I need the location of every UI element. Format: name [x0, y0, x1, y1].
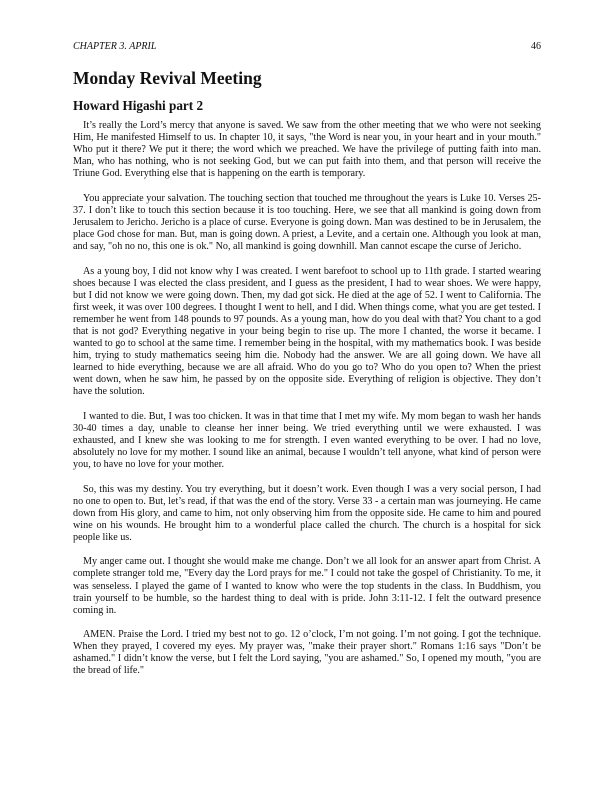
paragraph: My anger came out. I thought she would make me change. Don’t we all look for an answer apart from Christ. A complete stranger told me, "Every day the Lord prays for me." I could not take the gospel of Christianity. To me, it was senseless. I played the game of I wanted to know who were the top students in the class. In Buddhism, you train yourself to be humble, so the hardest thing to deal with is pride. John 3:11-12. I felt the outward presence coming in.: [73, 556, 541, 616]
paragraph: So, this was my destiny. You try everything, but it doesn’t work. Even though I was a very social person, I had no one to open to. But, let’s read, if that was the end of the story. Verse 33 - a certain man was journeying. He came down from His glory, and came to him, not only observing him from the opposite side. He came to him and poured wine on his wounds. He brought him to a wonderful place called the church. The church is a hospital for sick people like us.: [73, 483, 541, 543]
page-number: 46: [531, 41, 541, 52]
document-page: [73, 40, 541, 690]
paragraph: I wanted to die. But, I was too chicken. It was in that time that I met my wife. My mom began to wash her hands 30-40 times a day, unable to cleanse her inner being. We tried everything until we were exhausted. I was exhausted, and I knew she was looking to me for strength. I even wanted everything to be over. I had no love, absolutely no love for my mother. I sound like an animal, because I wouldn’t tell anyone, what kind of person were you, to have no love for your mother.: [73, 410, 541, 471]
paragraph: You appreciate your salvation. The touching section that touched me throughout the years is Luke 10. Verses 25-37. I don’t like to touch this section because it is too touching. Here, we see that all mankind is going down from Jerusalem to Jericho. Jericho is a place of curse. Everyone is going down. Man was destined to be in Jerusalem, the place God chose for man. But, man is going down. A priest, a Levite, and a certain one. Although you look at man, and say, "oh no no, this one is ok." No, all mankind is going downhill. Man cannot escape the curse of Jericho.: [73, 192, 541, 253]
running-header: [73, 40, 541, 54]
paragraph: AMEN. Praise the Lord. I tried my best not to go. 12 o’clock, I’m not going. I’m not going. I got the technique. When they prayed, I covered my eyes. My prayer was, "make their prayer short." Romans 1:16 says "Don’t be ashamed." I didn’t know the verse, but I felt the Lord saying, "you are ashamed." So, I opened my mouth, "you are the bread of life.": [73, 629, 541, 677]
paragraph: As a young boy, I did not know why I was created. I went barefoot to school up to 11th grade. I started wearing shoes because I was elected the class president, and I guess as the president, I had to wear shoes. We were happy, but I did not know we were going down. Then, my dad got sick. He died at the age of 52. I went to California. The first week, it was over 100 degrees. I thought I went to hell, and I did. When things come, what you are get tested. I remember he went from 148 pounds to 97 pounds. As a young man, how do you deal with that? You chant to a god that is not god? Everything negative in your being begin to rise up. The more I chanted, the worse it became. I wanted to go to school at the same time. I remember being in the hospital, with my mathematics book. I was beside him, trying to study mathematics seeing him die. Nobody had the answer. We are all going down. We have all learned to hide everything, because we are all afraid. Who do you go to? Who do you open to? When the priest went down, when he saw him, he passed by on the opposite side. Everything of religion is objective. They don’t have the solution.: [73, 265, 541, 398]
body-text: [73, 120, 541, 678]
section-title: Monday Revival Meeting: [73, 68, 262, 88]
chapter-label: CHAPTER 3. APRIL: [73, 41, 157, 52]
subsection-title: Howard Higashi part 2: [73, 98, 204, 113]
paragraph: It’s really the Lord’s mercy that anyone is saved. We saw from the other meeting that we who were not seeking Him, He manifested Himself to us. In chapter 10, it says, "the Word is near you, in your heart and in your mouth." Who put it there? We put it there; the word which we preached. We have the privilege of putting faith into man. Man, who has nothing, who is not seeking God, but we can put faith into them, and that person will receive the Triune God. Everything else that is happening on the earth is temporary.: [73, 120, 541, 180]
